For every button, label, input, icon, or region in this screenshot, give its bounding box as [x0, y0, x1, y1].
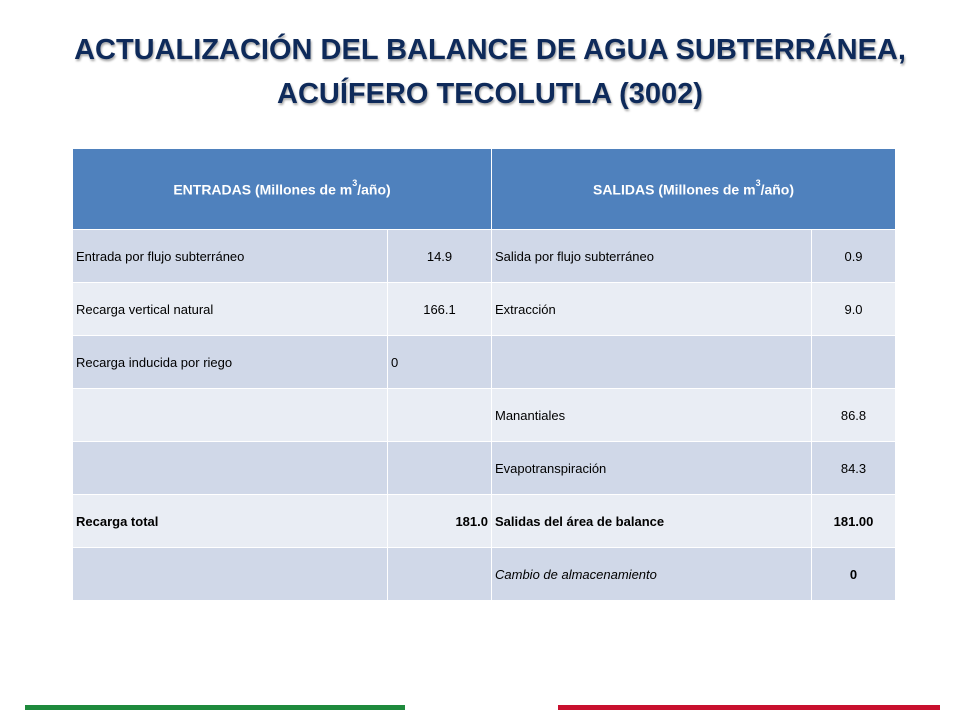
outflow-value: 9.0	[812, 283, 896, 336]
outflow-total-value: 181.00	[812, 495, 896, 548]
outflow-label	[492, 336, 812, 389]
inflow-total-label: Recarga total	[73, 495, 388, 548]
outflow-value	[812, 336, 896, 389]
outflow-label: Extracción	[492, 283, 812, 336]
outflow-value: 0.9	[812, 230, 896, 283]
outflow-label: Manantiales	[492, 389, 812, 442]
inflow-label: Recarga inducida por riego	[73, 336, 388, 389]
table-header-row	[73, 149, 896, 230]
table-row	[73, 389, 896, 442]
header-salidas: SALIDAS (Millones de $m^3/año$)	[492, 149, 896, 230]
inflow-value	[388, 548, 492, 601]
balance-table	[72, 148, 896, 601]
inflow-label: Entrada por flujo subterráneo	[73, 230, 388, 283]
table-row	[73, 442, 896, 495]
inflow-total-value: 181.0	[388, 495, 492, 548]
inflow-label	[73, 442, 388, 495]
storage-change-label: Cambio de almacenamiento	[492, 548, 812, 601]
title-line-1: ACTUALIZACIÓN DEL BALANCE DE AGUA SUBTERRÁNEA,	[74, 34, 906, 66]
table-row	[73, 283, 896, 336]
storage-change-value: 0	[812, 548, 896, 601]
inflow-label	[73, 548, 388, 601]
outflow-total-label: Salidas del área de balance	[492, 495, 812, 548]
inflow-value	[388, 442, 492, 495]
table-row	[73, 230, 896, 283]
outflow-label: Evapotranspiración	[492, 442, 812, 495]
page-title	[0, 28, 960, 116]
inflow-value: 166.1	[388, 283, 492, 336]
table-row	[73, 336, 896, 389]
table-row	[73, 548, 896, 601]
outflow-value: 84.3	[812, 442, 896, 495]
table-row-total	[73, 495, 896, 548]
footer-green-bar	[25, 705, 405, 710]
inflow-value: 14.9	[388, 230, 492, 283]
title-line-2: ACUÍFERO TECOLUTLA (3002)	[277, 78, 703, 110]
inflow-label	[73, 389, 388, 442]
inflow-value: 0	[388, 336, 492, 389]
header-entradas: ENTRADAS (Millones de $m^3/año$)	[73, 149, 492, 230]
outflow-value: 86.8	[812, 389, 896, 442]
footer-red-bar	[558, 705, 940, 710]
inflow-value	[388, 389, 492, 442]
outflow-label: Salida por flujo subterráneo	[492, 230, 812, 283]
inflow-label: Recarga vertical natural	[73, 283, 388, 336]
